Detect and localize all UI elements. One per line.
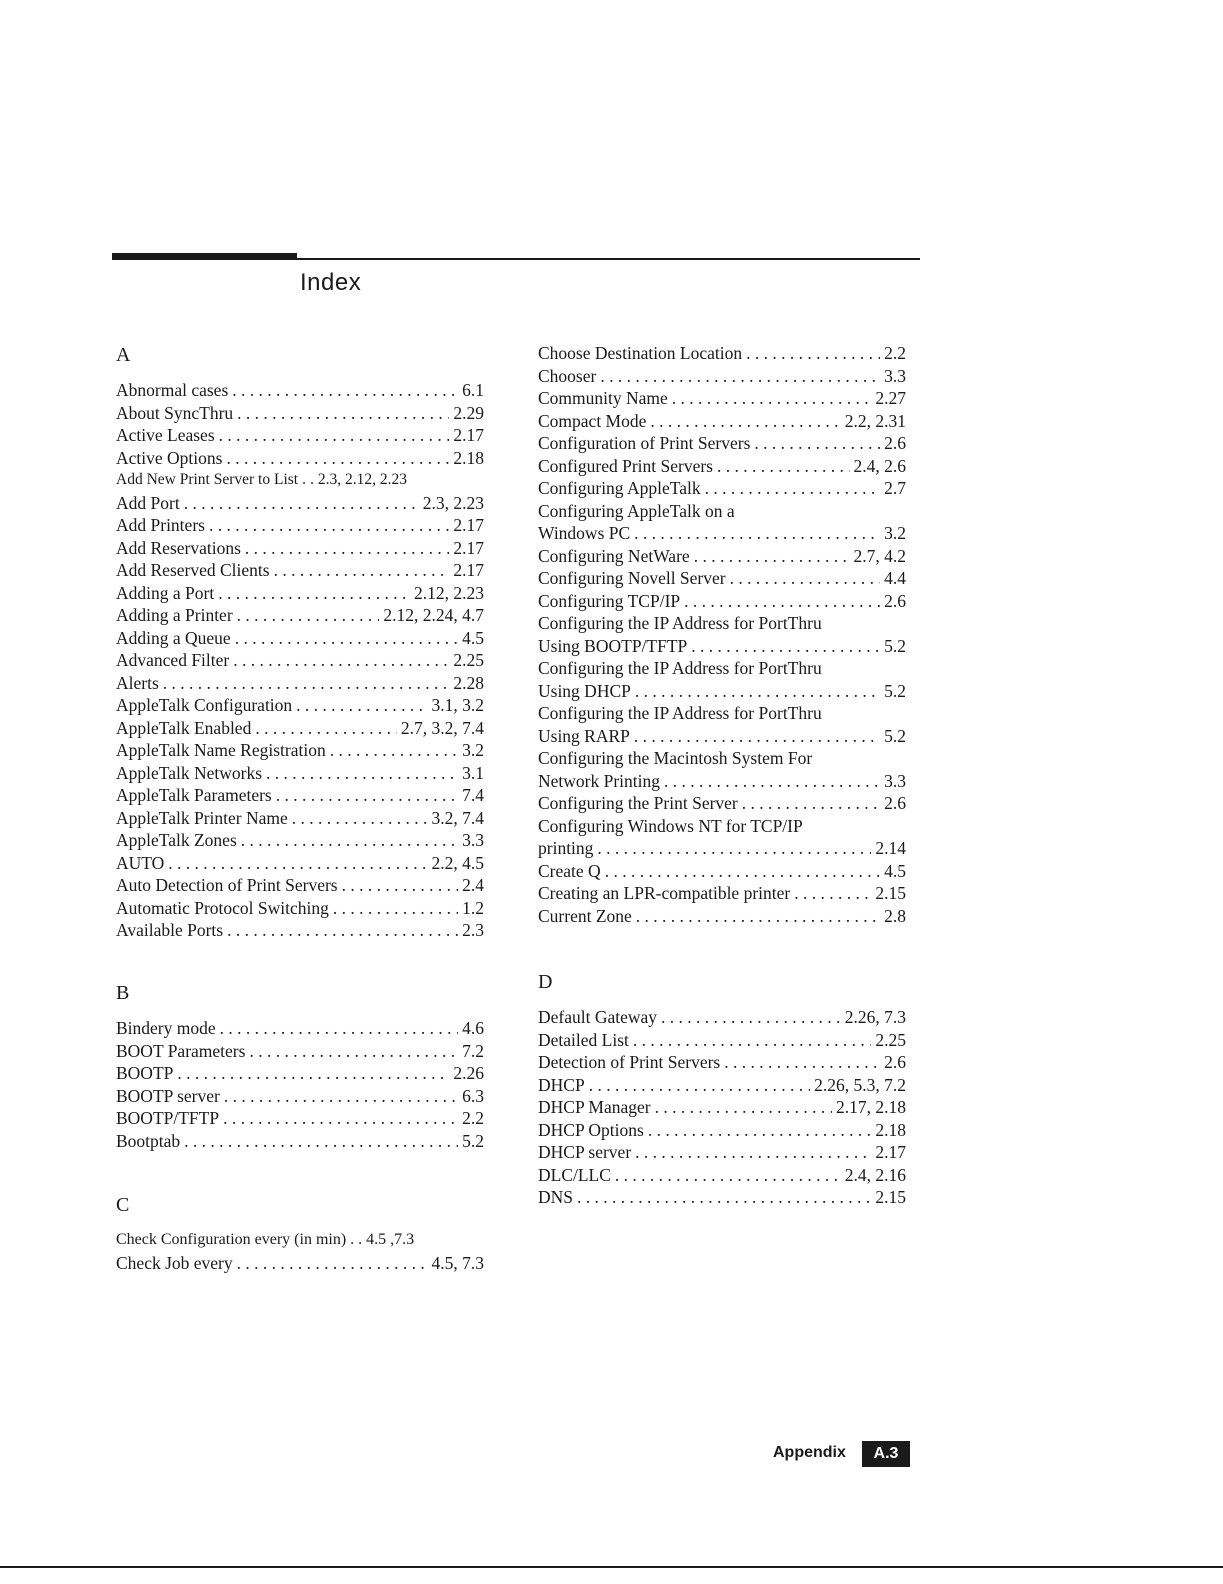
leader-dots bbox=[717, 455, 850, 478]
index-entry bbox=[538, 1074, 906, 1097]
leader-dots bbox=[266, 762, 458, 785]
leader-dots bbox=[241, 829, 458, 852]
entry-pages: 2.25 bbox=[875, 1029, 906, 1050]
index-entry bbox=[538, 1141, 906, 1164]
entry-term: Configuring TCP/IP bbox=[538, 590, 681, 611]
index-entry-line: Configuring AppleTalk on a bbox=[538, 500, 735, 521]
entry-pages: 2.3 bbox=[462, 920, 484, 940]
entry-pages: 3.2 bbox=[884, 523, 906, 543]
leader-dots bbox=[184, 492, 419, 515]
index-entry bbox=[116, 537, 484, 560]
leader-dots bbox=[648, 1119, 872, 1142]
index-entry bbox=[538, 1119, 906, 1142]
entry-term: Adding a Port bbox=[116, 582, 215, 603]
leader-dots bbox=[730, 567, 881, 590]
index-entry bbox=[538, 522, 906, 545]
entry-term: Advanced Filter bbox=[116, 650, 230, 670]
entry-term: Available Ports bbox=[116, 920, 224, 940]
entry-term: Check Job every bbox=[116, 1252, 233, 1273]
leader-dots bbox=[296, 694, 427, 717]
index-entry bbox=[116, 1017, 484, 1040]
entry-pages: 2.26, 7.3 bbox=[844, 1007, 906, 1027]
leader-dots bbox=[694, 545, 850, 568]
entry-term: Configuring NetWare bbox=[538, 545, 690, 566]
entry-pages: 2.14 bbox=[875, 838, 906, 858]
leader-dots bbox=[672, 387, 872, 410]
entry-term: Compact Mode bbox=[538, 410, 647, 431]
leader-dots bbox=[249, 1040, 458, 1063]
entry-pages: 2.17 bbox=[453, 537, 484, 558]
leader-dots bbox=[218, 582, 410, 605]
index-entry-line: Configuring Windows NT for TCP/IP bbox=[538, 815, 803, 836]
entry-pages: 5.2 bbox=[462, 1130, 484, 1151]
header-rule bbox=[112, 258, 920, 260]
index-entry bbox=[538, 837, 906, 860]
index-section-b bbox=[116, 979, 484, 1152]
entry-term: AUTO bbox=[116, 852, 165, 873]
entry-pages: 4.5 bbox=[884, 860, 906, 881]
entry-term: Using BOOTP/TFTP bbox=[538, 635, 688, 656]
leader-dots bbox=[794, 882, 871, 905]
leader-dots bbox=[226, 447, 449, 470]
index-section-c bbox=[116, 1191, 484, 1274]
entry-pages: 3.1, 3.2 bbox=[431, 695, 484, 715]
leader-dots bbox=[635, 680, 880, 703]
leader-dots bbox=[655, 1096, 832, 1119]
leader-dots bbox=[224, 1085, 458, 1108]
leader-dots bbox=[168, 852, 427, 875]
entry-pages: 2.17 bbox=[453, 560, 484, 580]
leader-dots bbox=[232, 379, 458, 402]
entry-pages: 6.3 bbox=[462, 1085, 484, 1106]
bottom-rule bbox=[0, 1566, 1223, 1568]
entry-term: Default Gateway bbox=[538, 1007, 658, 1027]
leader-dots bbox=[255, 717, 397, 740]
index-entries bbox=[116, 1229, 484, 1274]
index-entry bbox=[116, 1229, 484, 1252]
index-section-d bbox=[538, 968, 906, 1209]
entry-pages: 5.2 bbox=[884, 680, 906, 701]
entry-term: Community Name bbox=[538, 388, 668, 408]
entry-term: BOOTP server bbox=[116, 1085, 220, 1106]
entry-term: Current Zone bbox=[538, 905, 632, 926]
entry-term: Bootptab bbox=[116, 1130, 181, 1151]
index-entry bbox=[116, 1130, 484, 1153]
index-entry bbox=[538, 1164, 906, 1187]
entry-pages: 2.4, 2.6 bbox=[853, 455, 906, 476]
index-entry bbox=[116, 762, 484, 785]
entry-term: Add Port bbox=[116, 492, 180, 513]
entry-pages: 2.4 bbox=[462, 875, 484, 895]
index-entry bbox=[538, 1029, 906, 1052]
leader-dots bbox=[177, 1062, 449, 1085]
entry-term: Active Leases bbox=[116, 425, 215, 445]
entry-pages: 2.17 bbox=[453, 425, 484, 445]
entry-pages: 2.4, 2.16 bbox=[844, 1164, 906, 1185]
leader-dots bbox=[163, 672, 450, 695]
section-letter: C bbox=[116, 1194, 130, 1216]
leader-dots bbox=[330, 739, 458, 762]
entry-term: AppleTalk Enabled bbox=[116, 717, 252, 738]
leader-dots bbox=[691, 635, 880, 658]
leader-dots bbox=[237, 1252, 428, 1275]
index-entry bbox=[116, 694, 484, 717]
leader-dots bbox=[633, 1029, 871, 1052]
entry-pages: 2.6 bbox=[884, 793, 906, 813]
leader-dots bbox=[635, 1141, 871, 1164]
entry-term: Automatic Protocol Switching bbox=[116, 897, 329, 918]
index-entry bbox=[116, 739, 484, 762]
entry-term: Windows PC bbox=[538, 523, 631, 543]
leader-dots bbox=[233, 649, 449, 672]
leader-dots bbox=[684, 590, 880, 613]
leader-dots bbox=[705, 477, 881, 500]
index-entry bbox=[116, 1085, 484, 1108]
entry-term: Create Q bbox=[538, 860, 601, 881]
leader-dots bbox=[754, 432, 880, 455]
index-entry bbox=[116, 649, 484, 672]
leader-dots bbox=[577, 1186, 871, 1209]
index-entry bbox=[116, 784, 484, 807]
index-entry bbox=[116, 447, 484, 470]
entry-term: DLC/LLC bbox=[538, 1164, 611, 1185]
entry-term: Auto Detection of Print Servers bbox=[116, 875, 338, 895]
index-entry bbox=[116, 379, 484, 402]
entry-term: Using RARP bbox=[538, 725, 630, 746]
entry-term: AppleTalk Name Registration bbox=[116, 740, 326, 760]
entry-term: Active Options bbox=[116, 447, 223, 468]
index-entry bbox=[116, 402, 484, 425]
entry-term: BOOT Parameters bbox=[116, 1040, 246, 1061]
index-entry bbox=[538, 1096, 906, 1119]
entry-pages: 2.12, 2.23 bbox=[414, 582, 484, 603]
entry-term: Configured Print Servers bbox=[538, 455, 713, 476]
entry-pages: 3.2 bbox=[462, 740, 484, 760]
entry-term: Detection of Print Servers bbox=[538, 1052, 721, 1072]
index-entry bbox=[538, 387, 906, 410]
index-entry bbox=[116, 604, 484, 627]
leader-dots bbox=[302, 469, 306, 492]
entry-pages: 3.3 bbox=[462, 830, 484, 850]
entry-term: DHCP bbox=[538, 1074, 585, 1095]
leader-dots bbox=[219, 424, 450, 447]
index-entry bbox=[116, 852, 484, 875]
section-letter: A bbox=[116, 344, 131, 366]
entry-term: Add Printers bbox=[116, 515, 205, 535]
entry-term: BOOTP/TFTP bbox=[116, 1108, 220, 1128]
leader-dots bbox=[333, 897, 458, 920]
index-entry bbox=[116, 492, 484, 515]
index-section-c-continued bbox=[538, 342, 906, 927]
entry-pages: 2.18 bbox=[453, 447, 484, 468]
index-entry-line: Configuring the IP Address for PortThru bbox=[538, 613, 822, 633]
index-entry bbox=[116, 582, 484, 605]
index-entry bbox=[538, 455, 906, 478]
index-entry bbox=[116, 514, 484, 537]
index-entry bbox=[116, 1062, 484, 1085]
entry-term: Choose Destination Location bbox=[538, 343, 743, 363]
entry-pages: 2.18 bbox=[875, 1119, 906, 1140]
entry-term: Add Reserved Clients bbox=[116, 560, 270, 580]
entry-term: Creating an LPR-compatible printer bbox=[538, 883, 791, 903]
index-entry bbox=[538, 1051, 906, 1074]
entry-term: Detailed List bbox=[538, 1029, 629, 1050]
entry-pages: . 4.5 ,7.3 bbox=[358, 1231, 415, 1248]
entry-pages: 3.3 bbox=[884, 365, 906, 386]
entry-term: Alerts bbox=[116, 672, 159, 693]
index-entry bbox=[538, 365, 906, 388]
leader-dots bbox=[661, 1006, 841, 1029]
entry-pages: 2.17 bbox=[453, 515, 484, 535]
entry-term: AppleTalk Configuration bbox=[116, 695, 293, 715]
index-entry bbox=[538, 725, 906, 748]
index-entries bbox=[538, 1006, 906, 1209]
entry-pages: 4.4 bbox=[884, 568, 906, 588]
leader-dots bbox=[220, 1017, 458, 1040]
index-entry bbox=[116, 469, 484, 492]
leader-dots bbox=[184, 1130, 458, 1153]
entry-pages: 2.7, 4.2 bbox=[853, 545, 906, 566]
leader-dots bbox=[223, 1107, 458, 1130]
entry-term: Using DHCP bbox=[538, 680, 631, 701]
index-entries bbox=[538, 342, 906, 927]
entry-term: Configuring the Print Server bbox=[538, 793, 738, 813]
page-title: Index bbox=[300, 269, 362, 296]
entry-pages: 6.1 bbox=[462, 380, 484, 400]
index-entries bbox=[116, 1017, 484, 1152]
entry-term: Configuring Novell Server bbox=[538, 568, 726, 588]
entry-term: Chooser bbox=[538, 365, 597, 386]
entry-term: BOOTP bbox=[116, 1063, 174, 1083]
index-entry bbox=[538, 882, 906, 905]
entry-term: Check Configuration every (in min) bbox=[116, 1231, 347, 1248]
entry-term: AppleTalk Parameters bbox=[116, 785, 272, 805]
entry-term: AppleTalk Networks bbox=[116, 762, 263, 783]
entry-pages: 2.3, 2.23 bbox=[422, 492, 484, 513]
leader-dots bbox=[276, 784, 458, 807]
index-entry bbox=[116, 424, 484, 447]
entry-pages: 2.25 bbox=[453, 650, 484, 670]
index-entry bbox=[116, 1107, 484, 1130]
index-entry bbox=[116, 829, 484, 852]
entry-pages: 7.4 bbox=[462, 785, 484, 805]
entry-term: Abnormal cases bbox=[116, 380, 229, 400]
index-entry bbox=[538, 860, 906, 883]
leader-dots bbox=[746, 342, 880, 365]
index-entry bbox=[538, 770, 906, 793]
leader-dots bbox=[724, 1051, 880, 1074]
leader-dots bbox=[634, 522, 880, 545]
leader-dots bbox=[634, 725, 880, 748]
entry-term: About SyncThru bbox=[116, 402, 234, 423]
index-entry bbox=[538, 410, 906, 433]
index-entry bbox=[538, 545, 906, 568]
entry-pages: 2.2 bbox=[884, 343, 906, 363]
entry-pages: 4.5, 7.3 bbox=[431, 1252, 484, 1273]
entry-pages: 2.17 bbox=[875, 1142, 906, 1162]
entry-term: DHCP Manager bbox=[538, 1097, 651, 1117]
leader-dots bbox=[274, 559, 450, 582]
entry-pages: 2.26 bbox=[453, 1063, 484, 1083]
section-letter: D bbox=[538, 971, 553, 993]
index-entry bbox=[116, 897, 484, 920]
index-section-a bbox=[116, 341, 484, 942]
leader-dots bbox=[650, 410, 840, 433]
index-entry bbox=[538, 1186, 906, 1209]
index-entry bbox=[116, 627, 484, 650]
entry-pages: 2.8 bbox=[884, 905, 906, 926]
entry-term: Configuration of Print Servers bbox=[538, 433, 751, 453]
entry-term: Adding a Queue bbox=[116, 627, 231, 648]
entry-pages: 2.6 bbox=[884, 590, 906, 611]
entry-pages: 2.7 bbox=[884, 478, 906, 498]
index-entry bbox=[116, 1040, 484, 1063]
index-entry bbox=[116, 717, 484, 740]
entry-pages: 3.3 bbox=[884, 770, 906, 791]
entry-term: Add Reservations bbox=[116, 537, 241, 558]
entry-pages: 2.15 bbox=[875, 1187, 906, 1207]
index-entry bbox=[116, 807, 484, 830]
entry-pages: 2.12, 2.24, 4.7 bbox=[383, 605, 484, 625]
entry-pages: 2.15 bbox=[875, 883, 906, 903]
leader-dots bbox=[615, 1164, 841, 1187]
index-entry-line: Configuring the IP Address for PortThru bbox=[538, 703, 822, 723]
leader-dots bbox=[292, 807, 428, 830]
entry-pages: 2.6 bbox=[884, 433, 906, 453]
leader-dots bbox=[342, 874, 459, 897]
index-entry bbox=[538, 567, 906, 590]
leader-dots bbox=[350, 1229, 354, 1252]
entry-pages: 2.6 bbox=[884, 1052, 906, 1072]
index-entry bbox=[538, 680, 906, 703]
index-entry bbox=[116, 559, 484, 582]
entry-pages: 3.1 bbox=[462, 762, 484, 783]
page-number-badge: A.3 bbox=[862, 1441, 910, 1467]
entry-term: AppleTalk Zones bbox=[116, 830, 237, 850]
entry-pages: 2.26, 5.3, 7.2 bbox=[814, 1074, 906, 1095]
entry-pages: 7.2 bbox=[462, 1040, 484, 1061]
index-entry-line: Configuring the IP Address for PortThru bbox=[538, 658, 822, 678]
entry-pages: 5.2 bbox=[884, 635, 906, 656]
leader-dots bbox=[227, 919, 458, 942]
entry-pages: 2.2, 2.31 bbox=[844, 410, 906, 431]
entry-pages: 1.2 bbox=[462, 897, 484, 918]
index-entries bbox=[116, 379, 484, 942]
index-entry bbox=[538, 905, 906, 928]
index-entry bbox=[538, 432, 906, 455]
entry-term: DNS bbox=[538, 1187, 574, 1207]
leader-dots bbox=[605, 860, 880, 883]
entry-term: Adding a Printer bbox=[116, 605, 233, 625]
entry-term: printing bbox=[538, 838, 594, 858]
entry-term: Add New Print Server to List bbox=[116, 471, 299, 488]
entry-pages: 2.17, 2.18 bbox=[836, 1097, 906, 1117]
index-entry bbox=[116, 672, 484, 695]
index-entry bbox=[538, 477, 906, 500]
index-entry bbox=[538, 342, 906, 365]
leader-dots bbox=[589, 1074, 810, 1097]
entry-term: Network Printing bbox=[538, 770, 661, 791]
leader-dots bbox=[664, 770, 880, 793]
entry-pages: 2.2, 4.5 bbox=[431, 852, 484, 873]
entry-term: DHCP Options bbox=[538, 1119, 644, 1140]
index-entry bbox=[538, 1006, 906, 1029]
entry-pages: 2.29 bbox=[453, 402, 484, 423]
index-entry bbox=[538, 635, 906, 658]
index-entry bbox=[538, 590, 906, 613]
leader-dots bbox=[235, 627, 458, 650]
entry-pages: 3.2, 7.4 bbox=[431, 807, 484, 828]
leader-dots bbox=[636, 905, 880, 928]
index-entry-line: Configuring the Macintosh System For bbox=[538, 748, 813, 768]
index-entry bbox=[538, 792, 906, 815]
leader-dots bbox=[597, 837, 871, 860]
footer-section-label: Appendix bbox=[773, 1444, 846, 1461]
leader-dots bbox=[237, 402, 449, 425]
entry-pages: 4.5 bbox=[462, 627, 484, 648]
section-letter: B bbox=[116, 982, 130, 1004]
entry-pages: . 2.3, 2.12, 2.23 bbox=[310, 471, 407, 488]
index-entry bbox=[116, 874, 484, 897]
entry-term: DHCP server bbox=[538, 1142, 632, 1162]
entry-pages: 2.7, 3.2, 7.4 bbox=[400, 717, 484, 738]
entry-term: Configuring AppleTalk bbox=[538, 478, 701, 498]
leader-dots bbox=[237, 604, 380, 627]
entry-term: Bindery mode bbox=[116, 1018, 216, 1038]
entry-pages: 2.27 bbox=[875, 388, 906, 408]
index-entry bbox=[116, 919, 484, 942]
entry-term: AppleTalk Printer Name bbox=[116, 807, 288, 828]
entry-pages: 4.6 bbox=[462, 1018, 484, 1038]
entry-pages: 2.2 bbox=[462, 1108, 484, 1128]
leader-dots bbox=[209, 514, 449, 537]
leader-dots bbox=[245, 537, 449, 560]
entry-pages: 5.2 bbox=[884, 725, 906, 746]
leader-dots bbox=[600, 365, 880, 388]
entry-pages: 2.28 bbox=[453, 672, 484, 693]
index-entry bbox=[116, 1252, 484, 1275]
leader-dots bbox=[742, 792, 880, 815]
